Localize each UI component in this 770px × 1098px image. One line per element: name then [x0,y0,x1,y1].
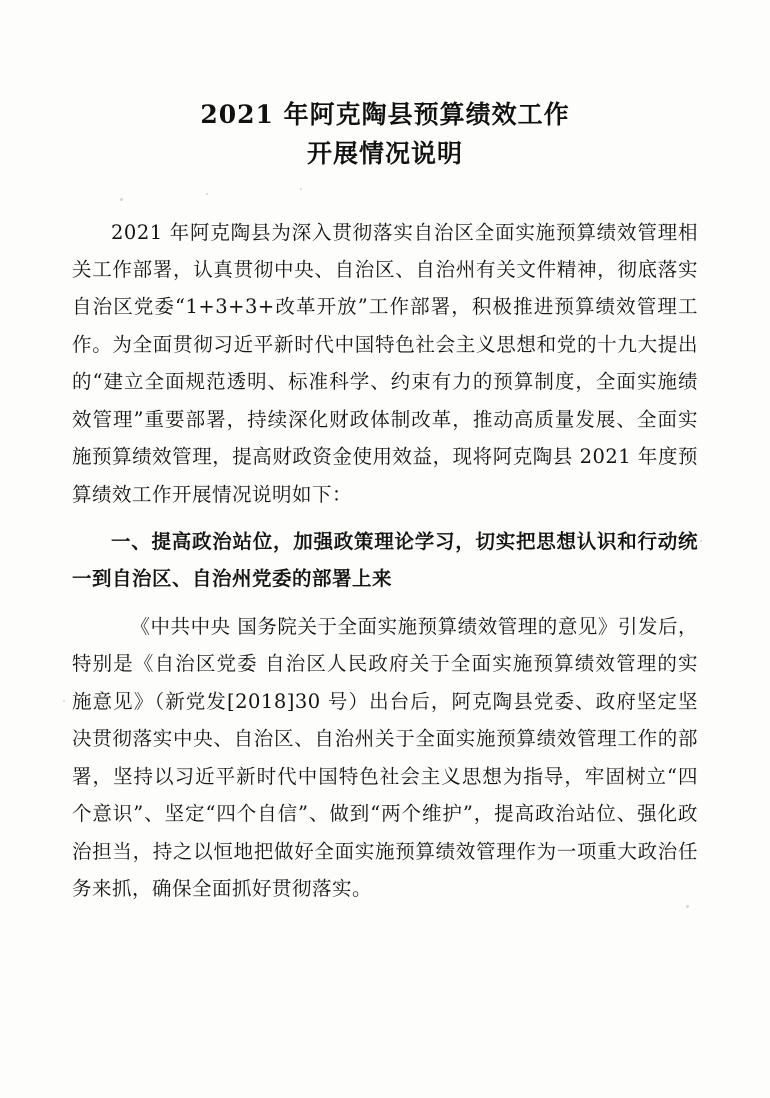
scan-speck [700,540,702,542]
scan-speck [206,193,208,195]
paragraph-intro: 2021 年阿克陶县为深入贯彻落实自治区全面实施预算绩效管理相关工作部署，认真贯彻中央、自治区、自治州有关文件精神，彻底落实自治区党委“1+3+3+改革开放”工作部署，积极推进预算绩效管理工作。为全面贯彻习近平新时代中国特色社会主义思想和党的十九大提出的“建立全面规范透明、标准科学、约束有力的预算制度，全面实施绩效管理”重要部署，持续深化财政体制改革，推动高质量发展、全面实施预算绩效管理，提高财政资金使用效益，现将阿克陶县 2021 年度预算绩效工作开展情况说明如下： [72,220,698,506]
paragraph-spacer [72,600,698,608]
document-title-line-2: 开展情况说明 [306,138,463,168]
scan-speck [120,198,123,201]
document-title-line-1: 2021 年阿克陶县预算绩效工作 [200,100,570,129]
document-title [72,96,698,174]
paragraph-spacer [72,515,698,523]
section-heading-one: 一、提高政治站位，加强政策理论学习，切实把思想认识和行动统一到自治区、自治州党委的部署上来 [72,530,698,591]
scan-speck [686,905,689,908]
document-body [72,214,698,908]
scan-speck [63,700,65,702]
scan-speck [300,188,302,190]
paragraph-section-one-body: 《中共中央 国务院关于全面实施预算绩效管理的意见》引发后，特别是《自治区党委 自治区人民政府关于全面实施预算绩效管理的实施意见》（新党发[2018]30 号）出台后，阿克陶县党委、政府坚定坚决贯彻落实中央、自治区、自治州关于全面实施预算绩效管理工作的部署，坚持以习近平新时代中国特色社会主义思想为指导，牢固树立“四个意识”、坚定“四个自信”、做到“两个维护”，提高政治站位、强化政治担当，持之以恒地把做好全面实施预算绩效管理作为一项重大政治任务来抓，确保全面抓好贯彻落实。 [72,614,698,900]
